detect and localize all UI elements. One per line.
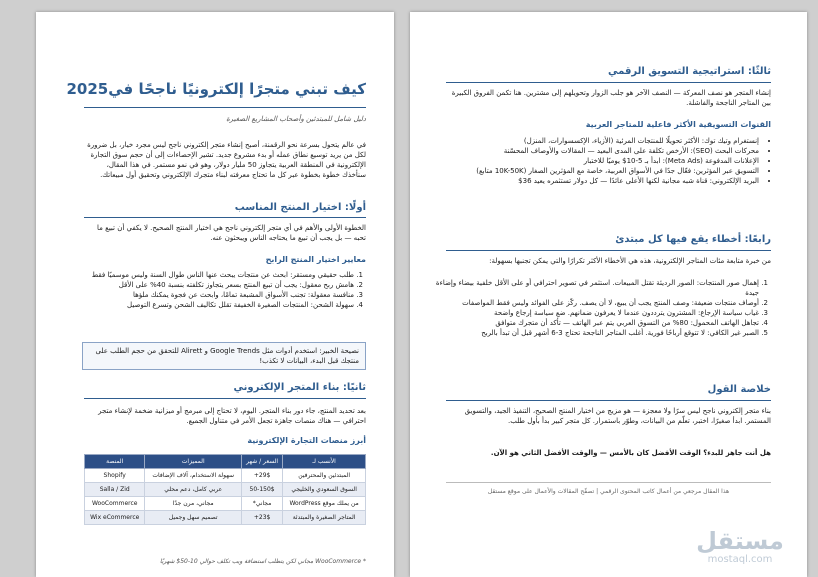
- list-item: • الإعلانات المدفوعة (Meta Ads): ابدأ بـ 5-10$ يوميًا للاختبار: [434, 156, 759, 166]
- section-heading-conclusion: خلاصة القول: [707, 384, 771, 395]
- list-item: • التسويق عبر المؤثرين: فعّال جدًا في الأسواق العربية، خاصة مع المؤثرين الصغار (10K-50K متابع): [434, 166, 759, 176]
- marketing-paragraph: إنشاء المتجر هو نصف المعركة — النصف الآخر هو جلب الزوار وتحويلهم إلى مشترين. هنا تكمن الفروق الكبيرة بين المتاجر الناجحة والفاشلة.: [451, 89, 771, 107]
- page-footer: هذا المقال مرجعي من أعمال كاتب المحتوى الرقمي | تصفّح المقالات والأعمال على موقع مستقل: [487, 488, 730, 495]
- criteria-list: [72, 270, 366, 310]
- table-cell: السوق السعودي والخليجي: [283, 483, 366, 497]
- list-item: 2. هامش ربح معقول: يجب أن تبيع المنتج بسعر يتجاوز تكلفته بنسبة 40% على الأقل: [72, 280, 354, 290]
- list-item: 4. تجاهل الهاتف المحمول: 80% من التسوق العربي يتم عبر الهاتف — تأكد أن متجرك متوافق: [434, 318, 759, 328]
- section-divider: [84, 217, 366, 218]
- table-cell: المبتدئين والمحترفين: [283, 469, 366, 483]
- table-header: المميزات: [145, 455, 242, 469]
- criteria-heading: معايير اختيار المنتج الرابح: [265, 255, 366, 264]
- section-heading-store: ثانيًا: بناء المتجر الإلكتروني: [233, 382, 366, 393]
- watermark-main-text: مستقل: [696, 527, 784, 555]
- store-paragraph: بعد تحديد المنتج، جاء دور بناء المتجر. اليوم، لا تحتاج إلى مبرمج أو ميزانية ضخمة لإنشاء متجر احترافي — هناك منصات جاهزة تجعل الأمر في متناول الجميع.: [98, 407, 366, 425]
- table-cell: Shopify: [85, 469, 145, 483]
- mistakes-paragraph: من خبرة متابعة مئات المتاجر الإلكترونية، هذه هي الأخطاء الأكثر تكرارًا والتي يمكن تجنبها بسهولة:: [489, 257, 771, 265]
- article-subtitle: دليل شامل للمبتدئين وأصحاب المشاريع الصغيرة: [226, 115, 366, 123]
- section-heading-product: أولًا: اختيار المنتج المناسب: [234, 202, 366, 213]
- table-footnote: * WooCommerce مجاني لكن يتطلب استضافة ويب تكلف حوالي 10-50$ شهريًا: [159, 558, 366, 565]
- article-title: كيف تبني متجرًا إلكترونيًا ناجحًا في2025: [66, 80, 366, 98]
- table-cell: تصميم سهل وجميل: [145, 511, 242, 525]
- channels-list: [434, 136, 771, 186]
- document-page-left: [36, 12, 394, 577]
- list-item: • البريد الإلكتروني: قناة شبه مجانية لكنها الأعلى عائدًا — كل دولار تستثمره يعيد 36$: [434, 176, 759, 186]
- table-cell: 50-150$: [241, 483, 282, 497]
- table-cell: WooCommerce: [85, 497, 145, 511]
- table-header: المنصة: [85, 455, 145, 469]
- conclusion-paragraph: بناء متجر إلكتروني ناجح ليس سرًا ولا معجزة — هو مزيج من اختيار المنتج الصحيح، التنفيذ الجيد، والتسويق المستمر. ابدأ صغيرًا، اختبر، تعلّم من البيانات، وطوّر باستمرار. كل متجر كبير بدأ بأول طلب.: [464, 407, 771, 425]
- table-row: [85, 497, 366, 511]
- table-cell: المتاجر الصغيرة والمبتدئة: [283, 511, 366, 525]
- list-item: 5. الصبر غير الكافي: لا تتوقع أرباحًا فورية. أغلب المتاجر الناجحة تحتاج 3-6 أشهر قبل أن تبدأ بالربح: [434, 328, 759, 338]
- section-divider: [446, 400, 771, 401]
- mostaql-watermark-logo: [680, 528, 800, 572]
- table-cell: من يملك موقع WordPress: [283, 497, 366, 511]
- table-header: السعر / شهر: [241, 455, 282, 469]
- channels-heading: القنوات التسويقية الأكثر فاعلية للمتاجر العربية: [585, 120, 771, 129]
- list-item: 3. غياب سياسة الإرجاع: المشترون يترددون عندما لا يعرفون ضمانهم. ضع سياسة إرجاع واضحة: [434, 308, 759, 318]
- expert-tip-box: نصيحة الخبير: استخدم أدوات مثل Google Trends و Alirett للتحقق من حجم الطلب على منتجك قبل البدء، البيانات لا تكذب!: [82, 342, 366, 370]
- mistakes-list: [434, 278, 771, 338]
- platforms-heading: أبرز منصات التجارة الإلكترونية: [247, 436, 366, 445]
- list-item: • إنستغرام وتيك توك: الأكثر تحويلًا للمنتجات المرئية (الأزياء، الإكسسوارات، المنزل): [434, 136, 759, 146]
- table-cell: مجاني، مرن جدًا: [145, 497, 242, 511]
- list-item: 1. إهمال صور المنتجات: الصور الرديئة تقتل المبيعات. استثمر في تصوير احترافي أو على الأقل خلفية بيضاء وإضاءة جيدة: [434, 278, 759, 298]
- list-item: 4. سهولة الشحن: المنتجات الصغيرة الخفيفة تقلل تكاليف الشحن وتسرع التوصيل: [72, 300, 354, 310]
- table-cell: عربي كامل، دعم محلي: [145, 483, 242, 497]
- table-row: [85, 483, 366, 497]
- list-item: 1. طلب حقيقي ومستقر: ابحث عن منتجات يبحث عنها الناس طوال السنة وليس موسميًا فقط: [72, 270, 354, 280]
- table-header: الأنسب لـ: [283, 455, 366, 469]
- list-item: 3. منافسة معقولة: تجنب الأسواق المشبعة تمامًا، وابحث عن فجوة يمكنك ملؤها: [72, 290, 354, 300]
- table-cell: Wix eCommerce: [85, 511, 145, 525]
- conclusion-question: هل أنت جاهز للبدء؟ الوقت الأفضل كان بالأمس — والوقت الأفضل الثاني هو الآن.: [490, 449, 771, 457]
- section-divider: [446, 82, 771, 83]
- footer-divider: [446, 482, 771, 483]
- product-paragraph: الخطوة الأولى والأهم في أي متجر إلكتروني ناجح هي اختيار المنتج الصحيح. لا يكفي أن تبيع ما تحبه — بل يجب أن تبيع ما يحتاجه الناس ويبحثون عنه.: [96, 224, 366, 242]
- intro-paragraph: في عالم يتحول بسرعة نحو الرقمنة، أصبح إنشاء متجر إلكتروني ناجح ليس مجرد خيار، بل ضرورة لكل من يريد توسيع نطاق عمله أو بدء مشروع جديد. تشير الإحصاءات إلى أن حجم سوق التجارة الإلكترونية في المنطقة العربية يتجاوز 50 مليار دولار، وهو في نمو مستمر. في هذا المقال، سنأخذك خطوة بخطوة عبر كل ما تحتاج معرفته لبناء متجرك الإلكتروني وتحقيق أول مبيعاتك.: [87, 141, 366, 179]
- section-heading-mistakes: رابعًا: أخطاء يقع فيها كل مبتدئ: [615, 234, 771, 245]
- section-divider: [446, 250, 771, 251]
- list-item: 2. أوصاف منتجات ضعيفة: وصف المنتج يجب أن يبيع، لا أن يصف. ركّز على الفوائد وليس فقط المواصفات: [434, 298, 759, 308]
- platforms-table: [84, 454, 366, 525]
- table-cell: مجاني*: [241, 497, 282, 511]
- table-cell: سهولة الاستخدام، آلاف الإضافات: [145, 469, 242, 483]
- table-cell: 29$+: [241, 469, 282, 483]
- table-row: [85, 511, 366, 525]
- table-cell: Salla / Zid: [85, 483, 145, 497]
- section-heading-marketing: ثالثًا: استراتيجية التسويق الرقمي: [608, 66, 771, 77]
- table-header-row: [85, 455, 366, 469]
- table-row: [85, 469, 366, 483]
- watermark-sub-text: mostaql.com: [707, 554, 773, 565]
- table-cell: 23$+: [241, 511, 282, 525]
- title-divider: [84, 107, 366, 108]
- list-item: • محركات البحث (SEO): الأرخص تكلفة على المدى البعيد — المقالات والأوصاف المحسّنة: [434, 146, 759, 156]
- document-page-right: [410, 12, 807, 577]
- section-divider: [84, 398, 366, 399]
